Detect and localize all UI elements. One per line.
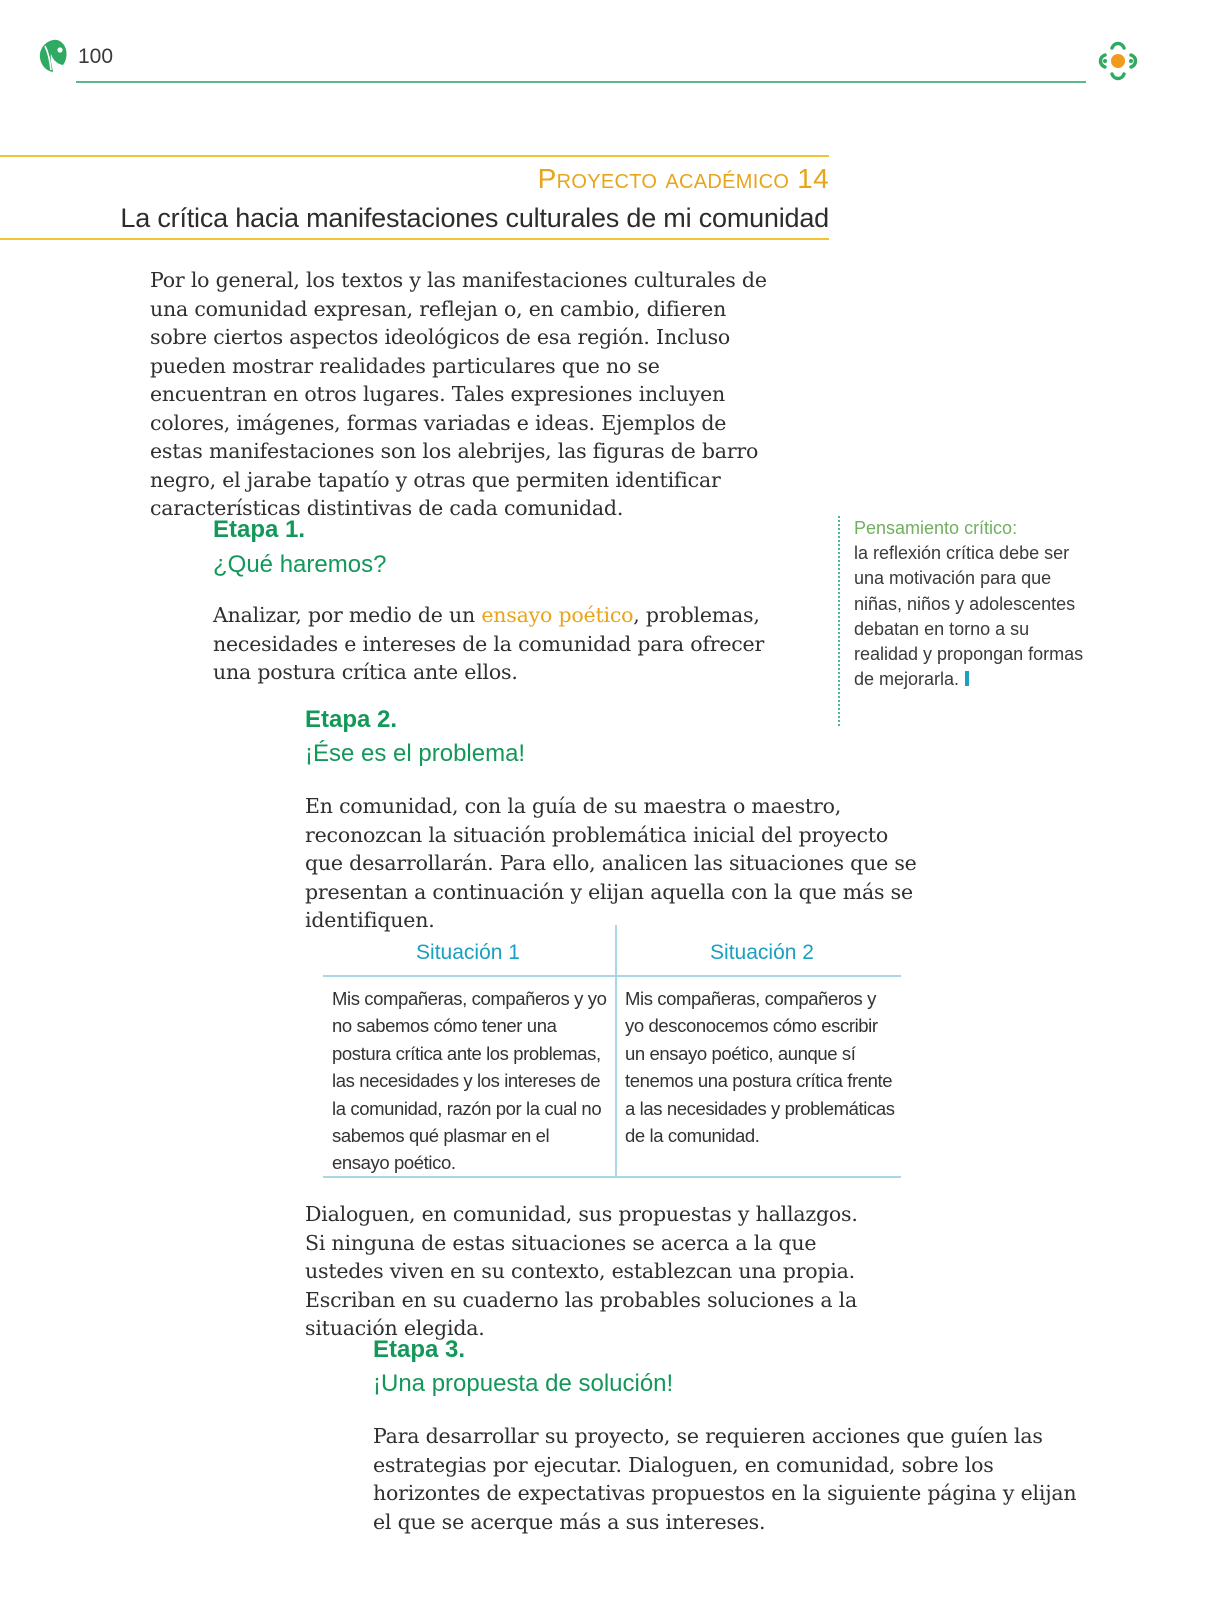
situations-table — [323, 925, 901, 1178]
etapa1-subtitle: ¿Qué haremos? — [213, 551, 387, 578]
situation-2-text: Mis compañeras, compañeros y yo desconocemos cómo escribir un ensayo poético, aunque sí tenemos una postura crítica frente a las necesidades y problemáticas de la comunidad. — [625, 988, 895, 1147]
project-title: La crítica hacia manifestaciones culturales de mi comunidad — [120, 203, 829, 233]
table-header-rule — [323, 975, 901, 977]
leaf-logo-icon — [36, 38, 70, 74]
side-note-text: la reflexión crítica debe ser una motivación para que niñas, niños y adolescentes debatan en torno a su realidad y propongan formas de mejorarla. — [854, 543, 1084, 690]
side-note-body — [854, 541, 1094, 693]
dialogue-paragraph: Dialoguen, en comunidad, sus propuestas y hallazgos. Si ninguna de estas situaciones se acerca a la que ustedes viven en su contexto, establezcan una propia. Escriban en su cuaderno las probables soluciones a la situación elegida. — [305, 1202, 858, 1340]
project-label: Proyecto académico 14 — [537, 163, 829, 194]
etapa3-title: Etapa 3. — [373, 1336, 466, 1363]
page-number: 100 — [78, 45, 114, 68]
etapa1-title: Etapa 1. — [213, 516, 306, 543]
situation-2-heading: Situación 2 — [710, 941, 814, 964]
etapa2-subtitle: ¡Ése es el problema! — [305, 740, 526, 767]
etapa1-paragraph — [213, 601, 773, 687]
etapa2-paragraph: En comunidad, con la guía de su maestra o maestro, reconozcan la situación problemática inicial del proyecto que desarrollarán. Para ello, analicen las situaciones que se presentan a continuación y elijan aquella con la que más se identifiquen. — [305, 794, 917, 932]
situation-1-heading: Situación 1 — [416, 941, 520, 964]
etapa1-text-after: , problemas, necesidades e intereses de la comunidad para ofrecer una postura crítica ante ellos. — [213, 603, 765, 684]
etapa3-paragraph: Para desarrollar su proyecto, se requieren acciones que guíen las estrategias por ejecutar. Dialoguen, en comunidad, sobre los horizontes de expectativas propuestos en la siguiente página y elijan el que se acerque más a sus intereses. — [373, 1424, 1077, 1534]
side-note-title: Pensamiento crítico: — [854, 518, 1018, 538]
situation-1-text: Mis compañeras, compañeros y yo no sabemos cómo tener una postura crítica ante los problemas, las necesidades y los intereses de la comunidad, razón por la cual no sabemos qué plasmar en el ensayo poético. — [332, 988, 607, 1174]
glossary-term-ensayo-poetico: ensayo poético — [481, 603, 634, 627]
intro-paragraph: Por lo general, los textos y las manifestaciones culturales de una comunidad expresan, reflejan o, en cambio, difieren sobre ciertos aspectos ideológicos de esa región. Incluso pueden mostrar realidades particulares que no se encuentran en otros lugares. Tales expresiones incluyen colores, imágenes, formas variadas e ideas. Ejemplos de estas manifestaciones son los alebrijes, las figuras de barro negro, el jarabe tapatío y otras que permiten identificar características distintivas de cada comunidad. — [150, 268, 767, 520]
etapa2-title: Etapa 2. — [305, 706, 398, 733]
header-divider — [76, 81, 1086, 83]
end-mark-icon — [965, 671, 969, 686]
banner-top-rule — [0, 155, 829, 157]
etapa3-subtitle: ¡Una propuesta de solución! — [373, 1370, 674, 1397]
side-note — [838, 516, 1094, 726]
etapa1-text-before: Analizar, por medio de un — [213, 603, 482, 627]
banner-bottom-rule — [0, 238, 829, 240]
flower-logo-icon — [1092, 36, 1144, 86]
